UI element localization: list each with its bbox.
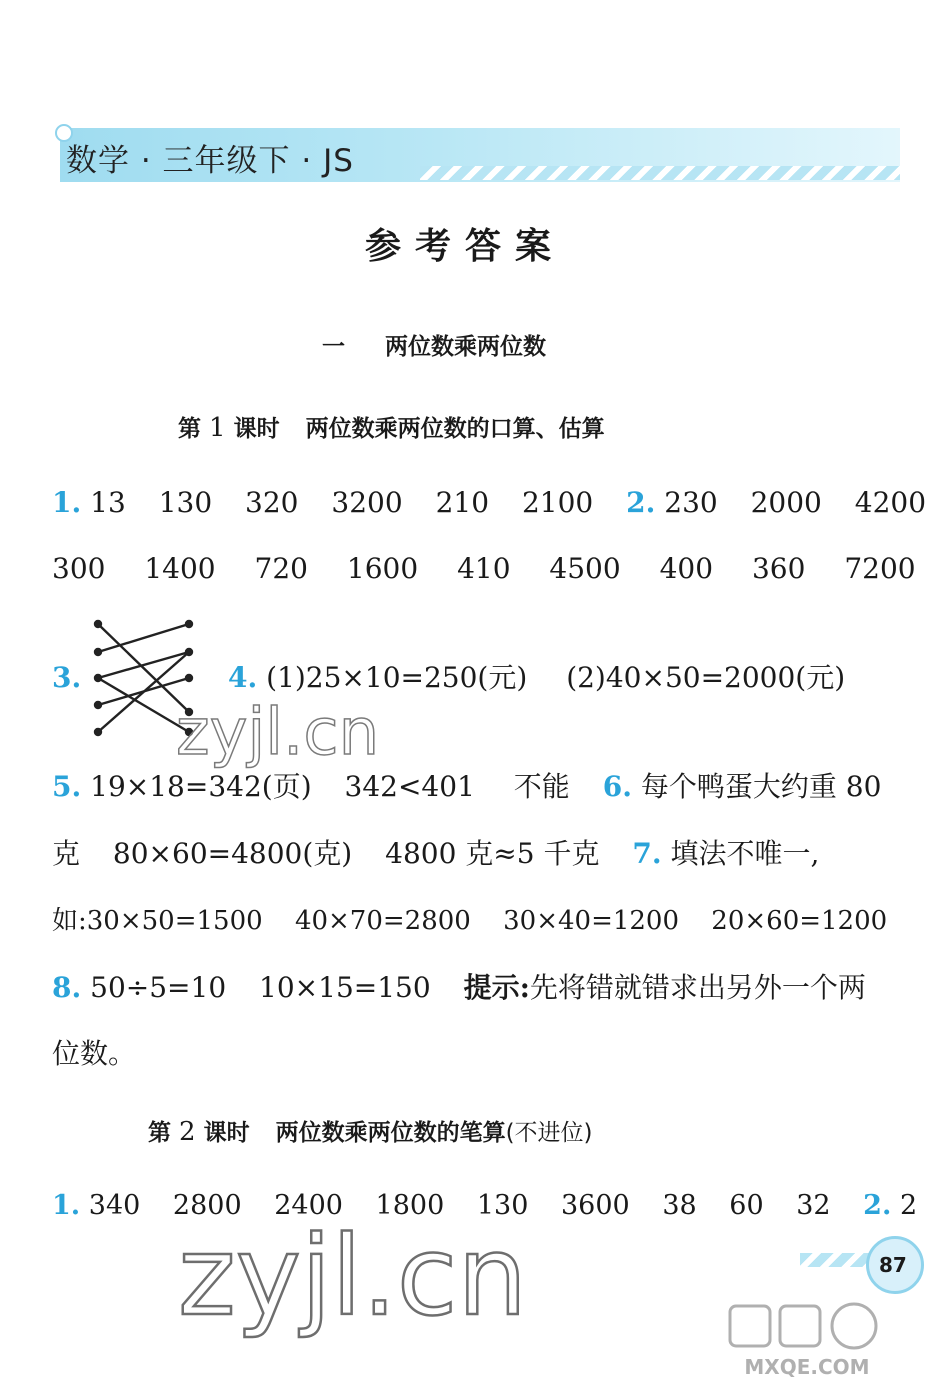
answer-value: 2	[899, 1190, 918, 1221]
answer-value: 230	[664, 486, 718, 519]
answer-q4	[228, 658, 845, 698]
lesson-name: 两位数乘两位数的口算、估算	[305, 416, 605, 442]
answer-value: 填法不唯一,	[670, 837, 820, 870]
answer-value: 4200	[854, 486, 927, 519]
answer-value: 360	[751, 552, 806, 585]
question-number: 2.	[863, 1190, 892, 1221]
watermark-large: zyjl.cn	[178, 1212, 528, 1340]
answer-value: 不能	[513, 770, 570, 803]
question-number: 1.	[52, 1190, 81, 1221]
lesson-prefix: 第	[178, 416, 201, 442]
match-dot	[95, 649, 101, 655]
answer-line-1	[52, 483, 926, 523]
answer-value: 如:30×50=1500	[52, 906, 263, 936]
question-number: 5.	[52, 770, 82, 803]
question-number: 2.	[626, 486, 656, 519]
answer-value: 60	[729, 1190, 764, 1221]
doc-title: 参考答案	[364, 226, 565, 267]
lesson-suffix: 课时	[233, 416, 280, 442]
match-dot	[95, 621, 101, 627]
lesson-2-title	[148, 1114, 593, 1147]
match-dot	[95, 729, 101, 735]
answer-value: 340	[88, 1190, 141, 1221]
answer-value: 4500	[549, 552, 621, 585]
question-number: 1.	[52, 486, 82, 519]
answer-value: 7200	[844, 552, 916, 585]
answer-value: 位数。	[52, 1037, 137, 1070]
answer-value: 克	[52, 837, 81, 870]
answer-value: 32	[796, 1190, 831, 1221]
question-number: 4.	[228, 661, 258, 694]
question-number: 8.	[52, 971, 82, 1004]
answer-value: 2100	[521, 486, 594, 519]
match-dot	[186, 621, 192, 627]
answer-line-5	[52, 767, 881, 807]
lesson-note: (不进位)	[505, 1120, 593, 1146]
answer-value: (2)40×50=2000(元)	[566, 661, 846, 694]
lesson-number: 1	[209, 413, 226, 443]
question-number: 7.	[632, 837, 662, 870]
lesson-prefix: 第	[148, 1120, 171, 1146]
answer-line-2	[52, 549, 916, 589]
watermark-small: zyjl.cn	[176, 696, 380, 770]
answer-value: 300	[52, 552, 106, 585]
answer-value: 30×40=1200	[503, 906, 680, 936]
answer-value: 720	[254, 552, 308, 585]
logo-text: MXQE.COM	[744, 1355, 870, 1379]
answer-value: 1800	[375, 1190, 445, 1221]
match-dot	[95, 675, 101, 681]
header-stripes	[420, 166, 900, 180]
answer-value: 先将错就错求出另外一个两	[529, 971, 866, 1004]
lesson-suffix: 课时	[203, 1120, 250, 1146]
answer-line-8	[52, 968, 866, 1008]
question-number: 3.	[52, 661, 82, 694]
answer-value: 40×70=2800	[294, 906, 471, 936]
answer-value: 50÷5=10	[90, 971, 227, 1004]
unit-number: 一	[322, 334, 345, 360]
answer-line-9	[52, 1034, 136, 1074]
answer-value: 1400	[144, 552, 216, 585]
answer-value: 3200	[331, 486, 403, 519]
match-dot	[186, 649, 192, 655]
answer-value: 342<401	[344, 770, 475, 803]
answer-value: 4800 克≈5 千克	[385, 837, 600, 870]
answer-value: 38	[662, 1190, 697, 1221]
match-dot	[186, 675, 192, 681]
page-number-stripes	[800, 1253, 870, 1267]
answer-value: 2400	[274, 1190, 343, 1221]
answer-value: 20×60=1200	[711, 906, 888, 936]
answer-value: (1)25×10=250(元)	[266, 661, 528, 694]
header-title: 数学 · 三年级下 · JS	[66, 143, 354, 179]
answer-value: 13	[90, 486, 126, 519]
answer-value: 400	[659, 552, 714, 585]
answer-value: 10×15=150	[259, 971, 431, 1004]
answer-value: 210	[435, 486, 490, 519]
answer-value: 2800	[172, 1190, 242, 1221]
answer-q3	[52, 658, 81, 698]
unit-title	[322, 328, 546, 361]
lesson-1-title	[178, 410, 605, 443]
answer-value: 130	[476, 1190, 529, 1221]
lesson-number: 2	[179, 1117, 196, 1147]
answer-line-6	[52, 834, 819, 874]
page-number: 87	[866, 1236, 924, 1294]
unit-name: 两位数乘两位数	[385, 334, 546, 360]
answer-value: 320	[245, 486, 299, 519]
answer-value: 410	[457, 552, 511, 585]
answer-value: 19×18=342(页)	[90, 770, 312, 803]
logo-watermark	[722, 1300, 892, 1380]
answer-value: 80×60=4800(克)	[112, 837, 353, 870]
question-number: 6.	[602, 770, 632, 803]
answer-line-7	[52, 901, 887, 941]
hint-label: 提示:	[463, 971, 530, 1004]
answer-value: 每个鸭蛋大约重 80	[640, 770, 882, 803]
answer-value: 2000	[750, 486, 822, 519]
match-dot	[95, 702, 101, 708]
lesson-name: 两位数乘两位数的笔算	[275, 1120, 506, 1146]
answer-value: 1600	[346, 552, 419, 585]
answer-value: 130	[158, 486, 213, 519]
answer-value: 3600	[561, 1190, 630, 1221]
